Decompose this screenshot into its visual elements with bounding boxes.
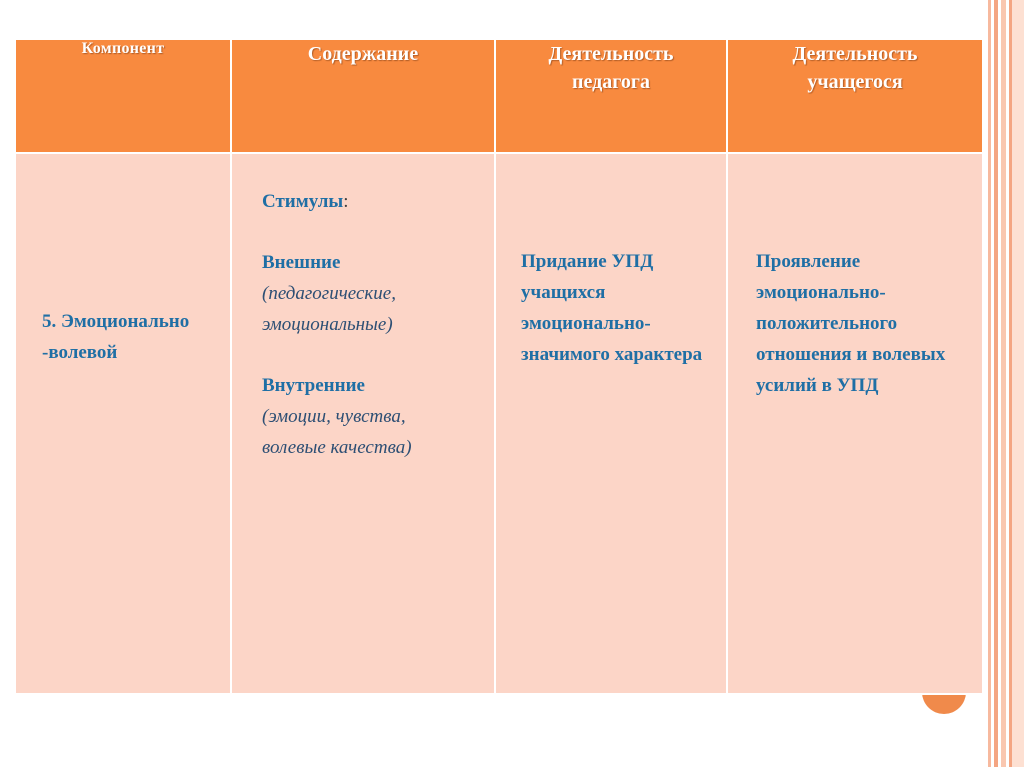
external-stimuli-label: Внешние xyxy=(262,252,341,273)
component-table xyxy=(14,38,984,695)
student-activity-text: Проявление эмоционально-положительного отношения и волевых усилий в УПД xyxy=(756,251,946,396)
stimuli-label: Стимулы xyxy=(262,191,344,212)
external-stimuli-note: (педагогические, эмоциональные) xyxy=(262,283,396,335)
stimuli-heading xyxy=(262,186,494,217)
teacher-activity-text: Придание УПД учащихся эмоционально-значимого характера xyxy=(521,251,703,365)
decorative-border-stripes xyxy=(984,0,1024,767)
table-row xyxy=(15,153,983,694)
header-student-activity xyxy=(727,39,983,153)
spacer xyxy=(262,340,494,370)
internal-stimuli-label: Внутренние xyxy=(262,375,365,396)
spacer xyxy=(262,217,494,247)
cell-component xyxy=(15,153,231,694)
table-header-row xyxy=(15,39,983,153)
header-teacher-activity-text: Деятельность педагога xyxy=(548,43,674,93)
internal-stimuli-note: (эмоции, чувства, волевые качества) xyxy=(262,406,412,458)
cell-content xyxy=(231,153,495,694)
stimuli-colon: : xyxy=(343,191,349,212)
header-student-activity-text: Деятельность учащегося xyxy=(792,43,918,93)
cell-student-activity xyxy=(727,153,983,694)
header-content: Содержание xyxy=(231,39,495,153)
header-component: Компонент xyxy=(15,39,231,153)
component-name: 5. Эмоционально -волевой xyxy=(42,311,190,363)
cell-teacher-activity xyxy=(495,153,727,694)
header-teacher-activity xyxy=(495,39,727,153)
